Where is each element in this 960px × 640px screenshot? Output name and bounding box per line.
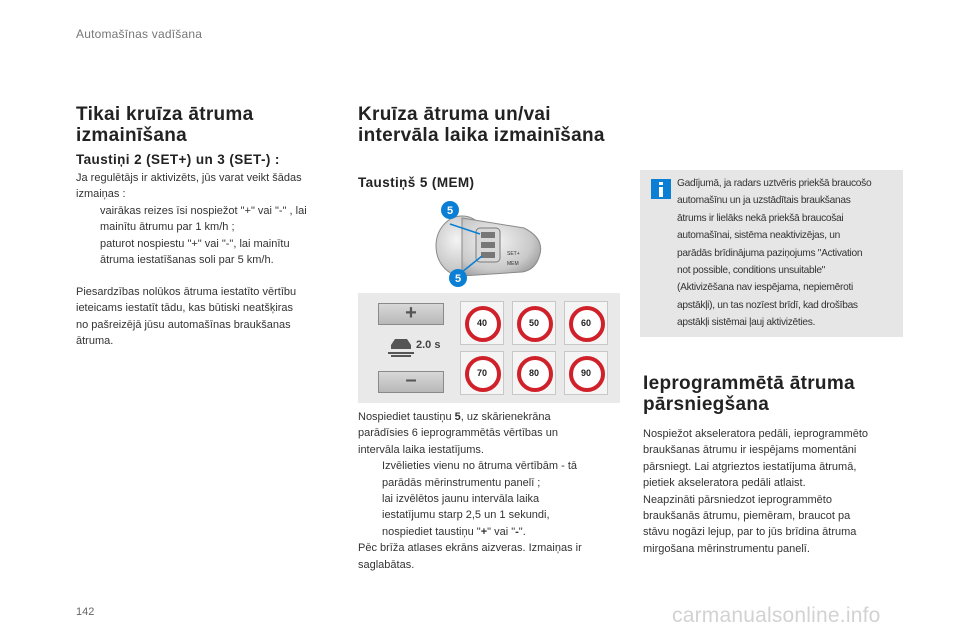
middle-body-line2: parādīsies 6 ieprogrammētās vērtības un [358, 427, 558, 440]
speed-preset-60[interactable] [564, 301, 608, 345]
right-line: Nospiežot akseleratora pedāli, ieprogrammēto [643, 428, 869, 440]
callout-5-top: 5 [446, 205, 454, 217]
watermark: carmanualsonline.info [672, 604, 881, 627]
speed-preset-40[interactable] [460, 301, 504, 345]
plus-button[interactable] [378, 303, 444, 325]
middle-body-line1 [358, 409, 628, 425]
left-note-line4: ātruma. [76, 335, 114, 348]
right-line: braukšanās ātrumu, piemēram, braucot pa [643, 510, 851, 523]
vehicle-distance-icon [386, 337, 416, 357]
left-note-line1: Piesardzības nolūkos ātruma iestatīto vērtību [76, 286, 297, 298]
left-note-line2: ieteicams iestatīt tādu, kas būtiski neatšķiras [76, 302, 294, 315]
speed-preset-80[interactable] [512, 351, 556, 395]
speed-preset-70[interactable] [460, 351, 504, 395]
speed-value: 80 [528, 368, 539, 378]
plus-symbol: + [480, 525, 488, 538]
minus-button-label: – [405, 369, 417, 391]
right-line: pārsniegt. Lai atgrieztos iestatījuma ātrumā, [643, 460, 857, 473]
speed-value: 70 [476, 368, 487, 378]
middle-bullet2-line1: lai izvēlētos jaunu intervāla laika [382, 493, 540, 506]
interval-time-value: 2.0 s [416, 339, 441, 351]
left-bullet1-line1: vairākas reizes īsi nospiežot "+" vai "-" , lai [100, 204, 307, 217]
info-line: apstākļi sistēmai ļauj aktivizēties. [677, 317, 816, 329]
left-section-title [76, 104, 253, 146]
info-line: ātrums ir lielāks nekā priekšā braucošai [677, 212, 844, 224]
speed-preset-50[interactable] [512, 301, 556, 345]
minus-button[interactable] [378, 371, 444, 393]
middle-closing-line1: Pēc brīža atlases ekrāns aizveras. Izmaiņas ir [358, 542, 582, 555]
left-intro-paragraph [76, 170, 346, 268]
info-line: parādās brīdinājuma paziņojums "Activation [677, 247, 863, 259]
left-intro-line1: Ja regulētājs ir aktivizēts, jūs varat veikt šādas [76, 172, 302, 184]
right-line: braukšanas ātrumu ir iespējams momentāni [643, 444, 857, 457]
left-bullet-1 [76, 203, 346, 219]
text-run: ". [518, 525, 526, 538]
text-run: " vai " [487, 525, 516, 538]
middle-closing-line2: saglabātas. [358, 558, 415, 571]
left-note-line3: no pašreizējā jūsu automašīnas braukšanas [76, 318, 291, 331]
button-number: 5 [454, 411, 461, 423]
right-line: Neapzināti pārsniedzot ieprogrammēto [643, 493, 832, 506]
cruise-control-stalk-illustration [432, 198, 548, 288]
right-title-line1: Ieprogrammētā ātruma [643, 373, 855, 394]
info-line: automašīnu un ja uzstādītais braukšanas [677, 195, 851, 207]
radar-info-text [677, 175, 899, 332]
speed-preset-90[interactable] [564, 351, 608, 395]
middle-subtitle: Taustiņš 5 (MEM) [358, 175, 475, 190]
speed-value: 60 [580, 318, 591, 328]
right-line: mirgošana mērinstrumentu panelī. [643, 542, 810, 555]
info-line: Gadījumā, ja radars uztvēris priekšā braucošo [677, 178, 872, 189]
info-line: (Aktivizēšana nav iespējama, nepiemēroti [677, 282, 853, 294]
right-section-title [643, 373, 855, 415]
text-run: Nospiediet taustiņu [358, 411, 455, 423]
right-body-paragraph [643, 426, 913, 557]
text-run: nospiediet taustiņu " [382, 525, 481, 538]
middle-body-line3: intervāla laika iestatījums. [358, 443, 484, 456]
info-line: not possible, conditions unsuitable" [677, 265, 825, 277]
interval-display [382, 337, 448, 359]
left-intro-line2: izmaiņas : [76, 188, 126, 201]
middle-bullet2-line2: iestatījumu starp 2,5 un 1 sekundi, [382, 509, 550, 522]
speed-value: 40 [476, 318, 487, 328]
right-line: stāvu nogāzi lejup, par to jūs brīdina ātruma [643, 526, 857, 539]
middle-title-line1: Kruīza ātruma un/vai [358, 104, 551, 125]
text-run: , uz skārienekrāna [460, 411, 551, 423]
left-bullet1-line2: mainītu ātrumu par 1 km/h ; [100, 221, 235, 234]
middle-bullet-2 [358, 491, 628, 507]
left-title-line1: Tikai kruīza ātruma [76, 104, 254, 125]
info-icon [651, 179, 671, 199]
middle-bullet2-line3 [358, 524, 628, 540]
middle-title-line2: intervāla laika izmainīšana [358, 125, 605, 146]
info-line: automašīnai, sistēma neaktivizējas, un [677, 230, 841, 242]
stalk-drawing [432, 198, 548, 288]
middle-body-paragraph [358, 409, 628, 573]
callout-5-bottom: 5 [454, 273, 462, 285]
right-title-line2: pārsniegšana [643, 394, 770, 415]
middle-bullet1-line2: parādās mērinstrumentu panelī ; [382, 476, 541, 489]
left-bullet2-line1: paturot nospiestu "+" vai "-", lai mainītu [100, 237, 290, 250]
left-title-line2: izmainīšana [76, 125, 188, 146]
page-number: 142 [76, 606, 95, 618]
stalk-set-label: SET+ [507, 251, 520, 257]
right-line: pietiek akseleratora pedāli atlaist. [643, 477, 806, 490]
middle-bullet1-line1: Izvēlieties vienu no ātruma vērtībām - tā [382, 460, 578, 473]
speed-memory-touchscreen [358, 293, 620, 403]
speed-value: 50 [528, 318, 539, 328]
left-bullet-2 [76, 236, 346, 252]
middle-section-title [358, 104, 605, 146]
left-safety-note [76, 284, 346, 350]
running-header: Automašīnas vadīšana [76, 27, 203, 41]
radar-info-box [640, 170, 903, 337]
info-line: apstākļi), un tas nozīest brīdī, kad drošības [677, 299, 858, 311]
middle-bullet-1 [358, 458, 628, 474]
minus-symbol: - [515, 525, 519, 538]
stalk-mem-label: MEM [507, 261, 519, 267]
speed-presets-grid [458, 299, 614, 397]
left-bullet2-line2: ātruma iestatīšanas soli par 5 km/h. [100, 254, 274, 267]
plus-button-label: + [405, 302, 417, 324]
speed-value: 90 [580, 368, 591, 378]
left-subtitle: Taustiņi 2 (SET+) un 3 (SET-) : [76, 152, 280, 167]
